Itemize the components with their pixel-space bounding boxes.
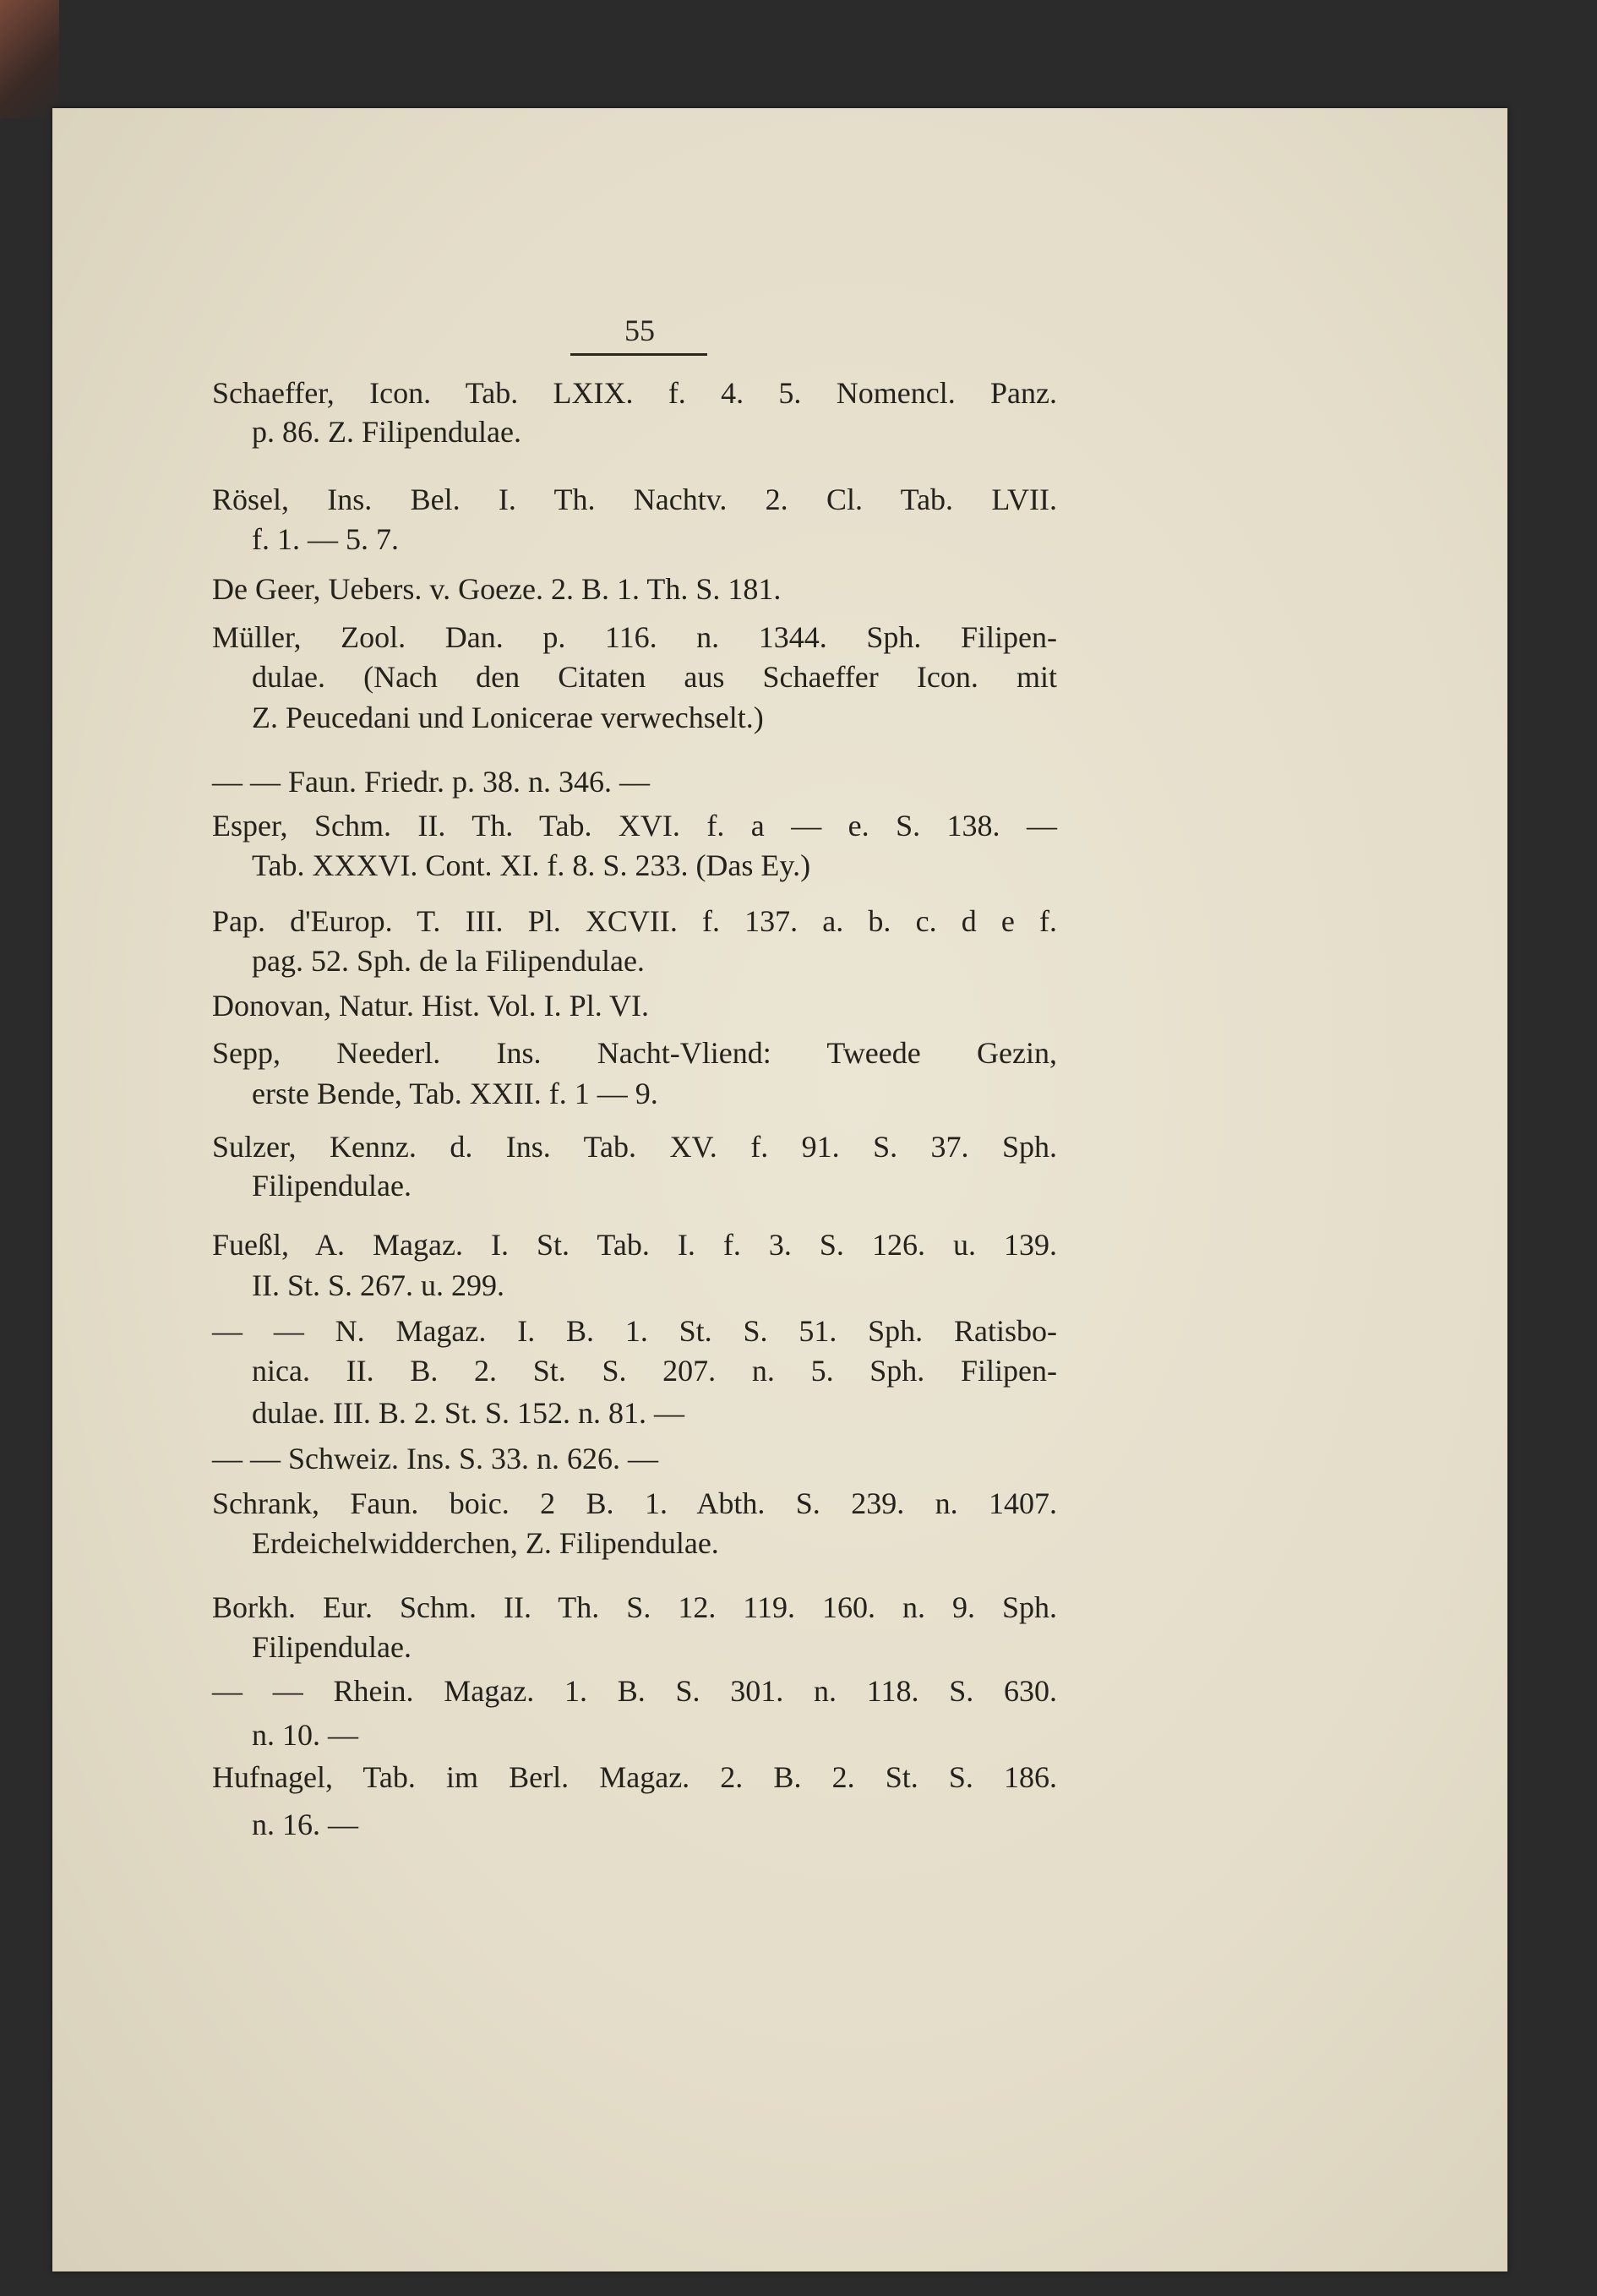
text-line: Fueßl, A. Magaz. I. St. Tab. I. f. 3. S. 126. u. 139.	[212, 1228, 1057, 1262]
text-line: nica. II. B. 2. St. S. 207. n. 5. Sph. Filipen-	[252, 1354, 1057, 1388]
text-line: Borkh. Eur. Schm. II. Th. S. 12. 119. 160. n. 9. Sph.	[212, 1590, 1057, 1624]
text-line: Pap. d'Europ. T. III. Pl. XCVII. f. 137. a. b. c. d e f.	[212, 904, 1057, 938]
text-line: Hufnagel, Tab. im Berl. Magaz. 2. B. 2. St. S. 186.	[212, 1760, 1057, 1794]
text-line: p. 86. Z. Filipendulae.	[252, 415, 521, 449]
text-line: De Geer, Uebers. v. Goeze. 2. B. 1. Th. S. 181.	[212, 572, 782, 606]
text-line: pag. 52. Sph. de la Filipendulae.	[252, 944, 645, 978]
text-line: Donovan, Natur. Hist. Vol. I. Pl. VI.	[212, 989, 650, 1023]
text-line: Rösel, Ins. Bel. I. Th. Nachtv. 2. Cl. Tab. LVII.	[212, 483, 1057, 516]
text-line: Filipendulae.	[252, 1169, 412, 1203]
header-rule	[570, 353, 707, 356]
text-line: Erdeichelwidderchen, Z. Filipendulae.	[252, 1526, 719, 1560]
text-line: Esper, Schm. II. Th. Tab. XVI. f. a — e. S. 138. —	[212, 809, 1057, 843]
text-line: Tab. XXXVI. Cont. XI. f. 8. S. 233. (Das Ey.)	[252, 848, 811, 882]
text-line: Sulzer, Kennz. d. Ins. Tab. XV. f. 91. S. 37. Sph.	[212, 1130, 1057, 1164]
text-line: Sepp, Neederl. Ins. Nacht-Vliend: Tweede Gezin,	[212, 1036, 1057, 1070]
text-line: Z. Peucedani und Lonicerae verwechselt.)	[252, 701, 764, 734]
text-line: Schaeffer, Icon. Tab. LXIX. f. 4. 5. Nomencl. Panz.	[212, 376, 1057, 410]
text-line: — — Schweiz. Ins. S. 33. n. 626. —	[212, 1442, 658, 1475]
text-line: n. 10. —	[252, 1718, 358, 1752]
text-line: Filipendulae.	[252, 1630, 412, 1664]
text-line: f. 1. — 5. 7.	[252, 522, 399, 556]
text-line: — — N. Magaz. I. B. 1. St. S. 51. Sph. Ratisbo-	[212, 1314, 1057, 1348]
page-number: 55	[624, 314, 655, 347]
text-line: erste Bende, Tab. XXII. f. 1 — 9.	[252, 1077, 658, 1110]
background-edge	[0, 0, 59, 118]
text-line: Schrank, Faun. boic. 2 B. 1. Abth. S. 239. n. 1407.	[212, 1486, 1057, 1520]
text-line: dulae. (Nach den Citaten aus Schaeffer Icon. mit	[252, 660, 1057, 694]
text-line: — — Rhein. Magaz. 1. B. S. 301. n. 118. S. 630.	[212, 1674, 1057, 1708]
text-line: Müller, Zool. Dan. p. 116. n. 1344. Sph. Filipen-	[212, 620, 1057, 654]
text-line: — — Faun. Friedr. p. 38. n. 346. —	[212, 765, 650, 799]
text-line: dulae. III. B. 2. St. S. 152. n. 81. —	[252, 1396, 684, 1430]
text-line: II. St. S. 267. u. 299.	[252, 1268, 505, 1302]
text-line: n. 16. —	[252, 1808, 358, 1841]
